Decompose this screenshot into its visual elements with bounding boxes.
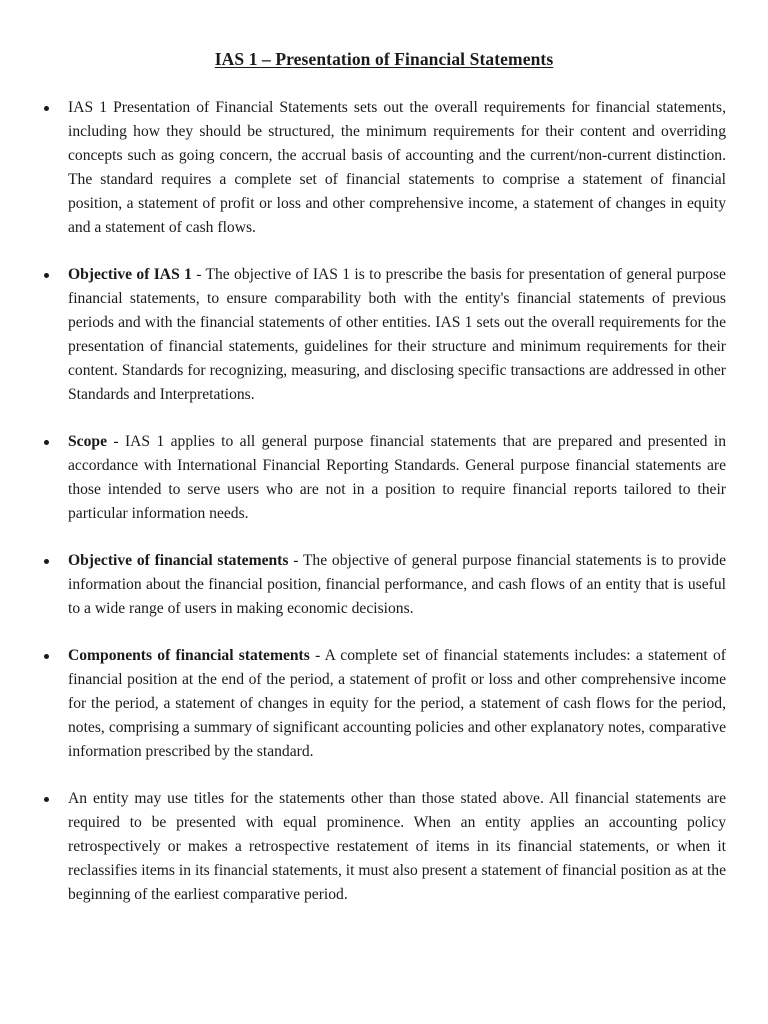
item-text: IAS 1 applies to all general purpose financial statements that are prepared and presented in accordance with International Financial Reporting Standards. General purpose financial statements are those intended to serve users who are not in a position to require financial reports tailored to their particular information needs. — [68, 433, 726, 522]
item-separator: - — [309, 647, 325, 664]
list-item-objective-of-ias-1 — [42, 263, 726, 407]
item-text: IAS 1 Presentation of Financial Statements sets out the overall requirements for financial statements, including how they should be structured, the minimum requirements for their content and overriding concepts such as going concern, the accrual basis of accounting and the current/non-current distinction. The standard requires a complete set of financial statements to comprise a statement of financial position, a statement of profit or loss and other comprehensive income, a statement of changes in equity and a statement of cash flows. — [68, 99, 726, 236]
bullet-icon — [44, 106, 49, 111]
list-item-overview — [42, 96, 726, 240]
item-separator: - — [191, 266, 206, 283]
page-title: IAS 1 – Presentation of Financial Statements — [214, 49, 554, 69]
item-term: Scope — [68, 433, 107, 450]
list-item-scope — [42, 430, 726, 526]
bullet-icon — [44, 273, 49, 278]
list-item-titles-and-prominence — [42, 787, 726, 907]
item-term: Components of financial statements — [68, 647, 310, 664]
bullet-icon — [44, 440, 49, 445]
bullet-icon — [44, 797, 49, 802]
bullet-icon — [44, 654, 49, 659]
bullet-list — [42, 96, 726, 907]
item-separator: - — [288, 552, 303, 569]
item-text: The objective of general purpose financial statements is to provide information about the financial position, financial performance, and cash flows of an entity that is useful to a wide range of users in making economic decisions. — [68, 552, 726, 617]
item-text: The objective of IAS 1 is to prescribe the basis for presentation of general purpose financial statements, to ensure comparability both with the entity's financial statements of previous periods and with the financial statements of other entities. IAS 1 sets out the overall requirements for the presentation of financial statements, guidelines for their structure and minimum requirements for their content. Standards for recognizing, measuring, and disclosing specific transactions are addressed in other Standards and Interpretations. — [68, 266, 726, 403]
list-item-objective-of-financial-statements — [42, 549, 726, 621]
item-text: An entity may use titles for the statements other than those stated above. All financial statements are required to be presented with equal prominence. When an entity applies an accounting policy retrospectively or makes a retrospective restatement of items in its financial statements, or when it reclassifies items in its financial statements, it must also present a statement of financial position as at the beginning of the earliest comparative period. — [68, 790, 726, 903]
item-separator: - — [106, 433, 125, 450]
item-term: Objective of IAS 1 — [68, 266, 192, 283]
item-text: A complete set of financial statements includes: a statement of financial position at the end of the period, a statement of profit or loss and other comprehensive income for the period, a statement of changes in equity for the period, a statement of cash flows for the period, notes, comprising a summary of significant accounting policies and other explanatory notes, comparative information prescribed by the standard. — [68, 647, 726, 760]
list-item-components-of-financial-statements — [42, 644, 726, 764]
bullet-icon — [44, 559, 49, 564]
item-term: Objective of financial statements — [68, 552, 289, 569]
